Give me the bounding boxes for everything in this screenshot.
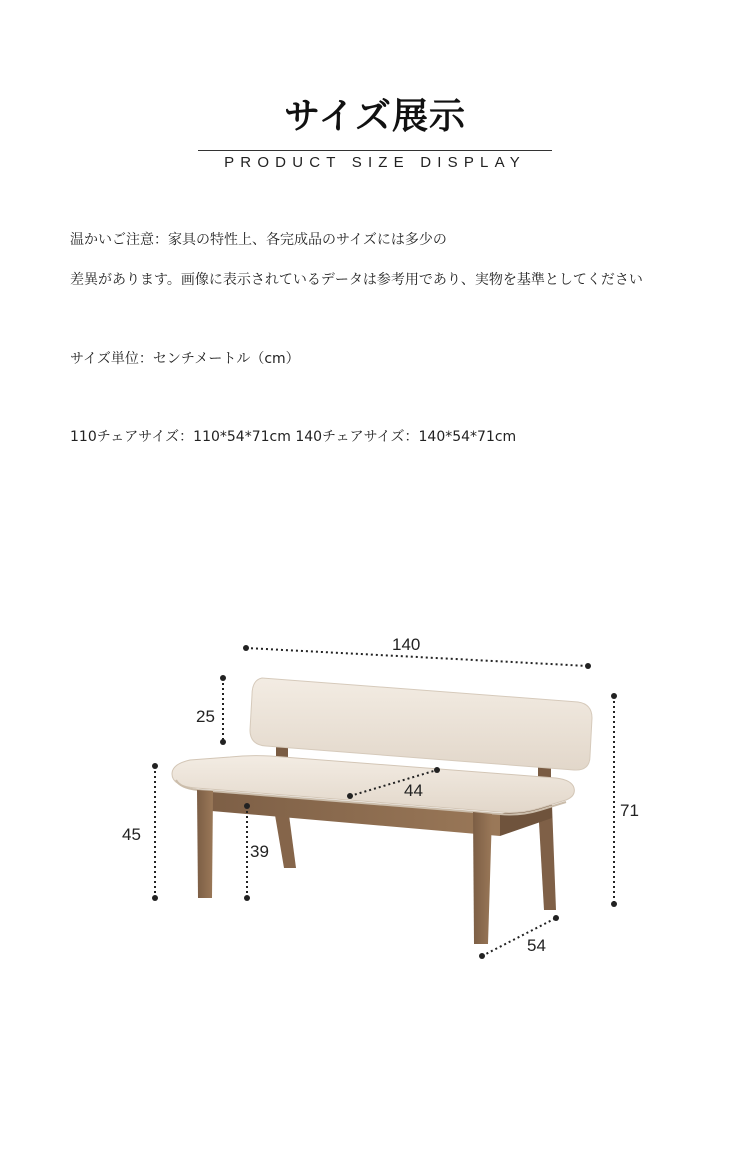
size-spec: 110チェアサイズ：110*54*71cm 140チェアサイズ：140*54*71cm xyxy=(70,429,517,445)
notice-line-2: 差異があります。画像に表示されているデータは参考用であり、実物を基準としてください xyxy=(70,272,643,288)
under-seat-height-label: 39 xyxy=(250,842,269,861)
title-divider xyxy=(198,150,552,151)
page-subtitle: PRODUCT SIZE DISPLAY xyxy=(224,154,526,171)
width-label: 140 xyxy=(392,635,421,654)
depth-label: 54 xyxy=(527,936,546,955)
total-height-label: 71 xyxy=(620,801,639,820)
seat-depth-label: 44 xyxy=(404,781,423,800)
backrest-height-label: 25 xyxy=(196,707,215,726)
backrest-cushion xyxy=(250,678,592,770)
seat-height-label: 45 xyxy=(122,825,141,844)
bench-dimension-diagram xyxy=(0,600,750,1020)
unit-note: サイズ単位：センチメートル（cm） xyxy=(70,351,300,367)
page-title: サイズ展示 xyxy=(283,96,467,137)
notice-line-1: 温かいご注意：家具の特性上、各完成品のサイズには多少の xyxy=(70,232,447,248)
